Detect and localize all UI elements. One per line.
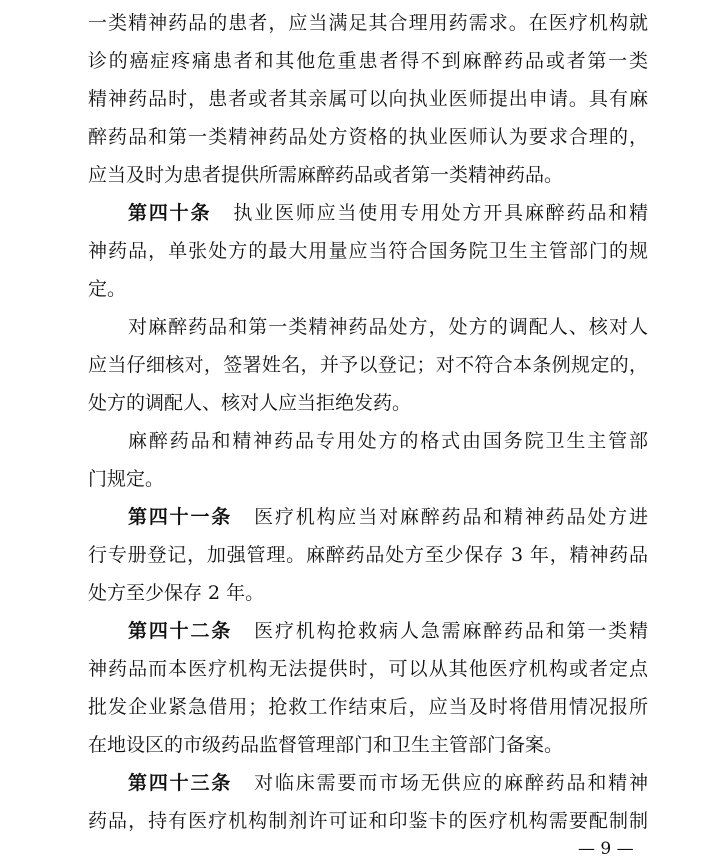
text-line (88, 270, 648, 308)
text-line (88, 42, 648, 80)
article-number: 第四十条 (128, 202, 212, 224)
line-text: 对临床需要而市场无供应的麻醉药品和精神 (254, 772, 648, 794)
text-line (88, 574, 648, 612)
line-text: 医疗机构抢救病人急需麻醉药品和第一类精 (254, 620, 648, 642)
line-text: 精神药品时，患者或者其亲属可以向执业医师提出申请。具有麻 (88, 88, 648, 110)
text-line (88, 118, 648, 156)
text-line (88, 80, 648, 118)
text-line (88, 308, 648, 346)
text-line (88, 612, 648, 650)
line-text: 定。 (88, 278, 127, 300)
text-line (88, 194, 648, 232)
line-text: 麻醉药品和精神药品专用处方的格式由国务院卫生主管部 (128, 430, 648, 452)
text-line (88, 650, 648, 688)
text-line (88, 346, 648, 384)
text-line (88, 802, 648, 840)
document-body (88, 4, 648, 840)
line-text: 在地设区的市级药品监督管理部门和卫生主管部门备案。 (88, 734, 564, 756)
article-number: 第四十二条 (128, 620, 233, 642)
line-text: 一类精神药品的患者，应当满足其合理用药需求。在医疗机构就 (88, 12, 648, 34)
line-text: 应当仔细核对，签署姓名，并予以登记；对不符合本条例规定的， (88, 354, 648, 376)
line-text: 应当及时为患者提供所需麻醉药品或者第一类精神药品。 (88, 164, 564, 186)
text-line (88, 232, 648, 270)
line-text: 诊的癌症疼痛患者和其他危重患者得不到麻醉药品或者第一类 (88, 50, 648, 72)
line-text: 处方至少保存 2 年。 (88, 582, 265, 604)
text-line (88, 498, 648, 536)
line-text: 门规定。 (88, 468, 165, 490)
text-line (88, 764, 648, 802)
article-number: 第四十一条 (128, 506, 233, 528)
text-line (88, 384, 648, 422)
text-line (88, 726, 648, 764)
text-line (88, 688, 648, 726)
text-line (88, 460, 648, 498)
line-text: 神药品，单张处方的最大用量应当符合国务院卫生主管部门的规 (88, 240, 648, 262)
text-line (88, 156, 648, 194)
text-line (88, 422, 648, 460)
line-text: 批发企业紧急借用；抢救工作结束后，应当及时将借用情况报所 (88, 696, 648, 718)
line-text: 行专册登记，加强管理。麻醉药品处方至少保存 3 年，精神药品 (88, 544, 648, 566)
line-text: 药品，持有医疗机构制剂许可证和印鉴卡的医疗机构需要配制制 (88, 810, 648, 832)
line-text: 对麻醉药品和第一类精神药品处方，处方的调配人、核对人 (128, 316, 648, 338)
line-text: 处方的调配人、核对人应当拒绝发药。 (88, 392, 412, 414)
line-text: 神药品而本医疗机构无法提供时，可以从其他医疗机构或者定点 (88, 658, 648, 680)
line-text: 医疗机构应当对麻醉药品和精神药品处方进 (254, 506, 648, 528)
text-line (88, 4, 648, 42)
line-text: 执业医师应当使用专用处方开具麻醉药品和精 (233, 202, 648, 224)
line-text: 醉药品和第一类精神药品处方资格的执业医师认为要求合理的， (88, 126, 648, 148)
article-number: 第四十三条 (128, 772, 233, 794)
page-number: — 9 — (578, 839, 634, 859)
text-line (88, 536, 648, 574)
